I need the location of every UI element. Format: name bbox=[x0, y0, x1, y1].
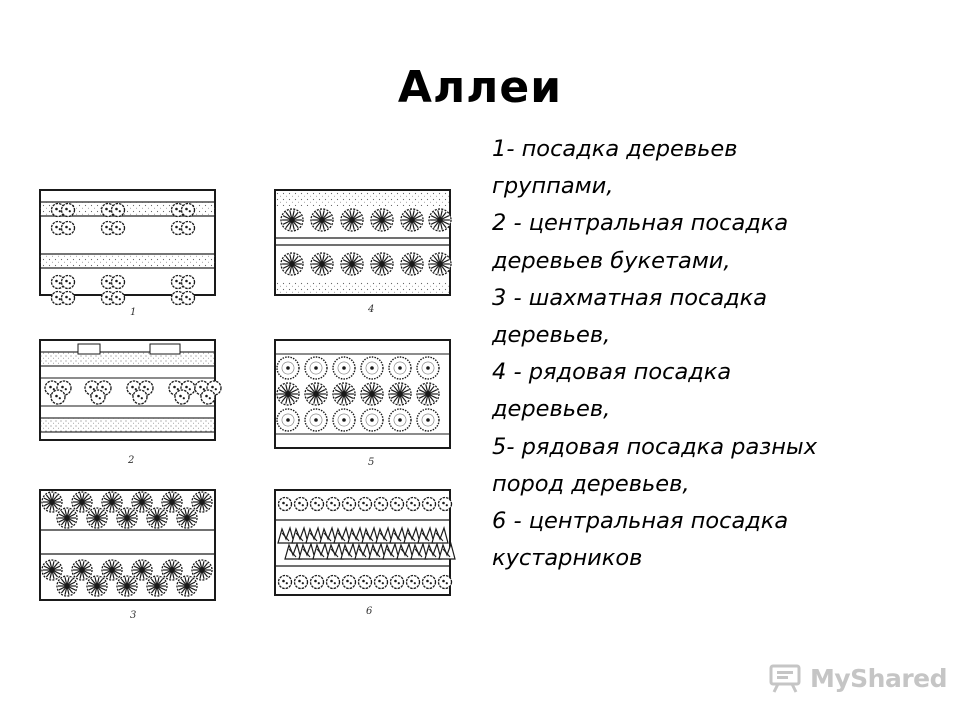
legend-line: 6 - центральная посадка bbox=[492, 508, 789, 535]
tree-symbol bbox=[102, 492, 122, 512]
tree-symbol bbox=[327, 576, 340, 589]
tree-symbol bbox=[182, 292, 195, 305]
diagram-3 bbox=[40, 490, 215, 621]
diagram-label: 3 bbox=[130, 610, 137, 621]
tree-symbol bbox=[311, 498, 324, 511]
tree-symbol bbox=[87, 508, 107, 528]
legend-line: деревьев букетами, bbox=[492, 247, 731, 274]
tree-symbol bbox=[182, 222, 195, 235]
legend-line: 1- посадка деревьев bbox=[492, 136, 738, 162]
tree-symbol bbox=[192, 560, 212, 580]
tree-symbol bbox=[343, 576, 356, 589]
tree-symbol bbox=[112, 292, 125, 305]
tree-symbol bbox=[177, 576, 197, 596]
tree-symbol bbox=[391, 576, 404, 589]
tree-symbol bbox=[277, 383, 299, 405]
tree-symbol bbox=[42, 492, 62, 512]
tree-symbol bbox=[439, 576, 452, 589]
tree-symbol bbox=[305, 409, 327, 431]
tree-symbol bbox=[281, 253, 303, 275]
tree-symbol bbox=[192, 492, 212, 512]
diagram-label: 2 bbox=[128, 455, 135, 466]
tree-symbol bbox=[361, 409, 383, 431]
tree-symbol bbox=[175, 390, 189, 404]
tree-symbol bbox=[201, 390, 215, 404]
tree-symbol bbox=[57, 508, 77, 528]
tree-symbol bbox=[112, 204, 125, 217]
tree-symbol bbox=[162, 560, 182, 580]
tree-symbol bbox=[57, 576, 77, 596]
tree-symbol bbox=[371, 209, 393, 231]
tree-symbol bbox=[375, 498, 388, 511]
tree-symbol bbox=[62, 222, 75, 235]
tree-symbol bbox=[62, 292, 75, 305]
tree-symbol bbox=[333, 383, 355, 405]
tree-symbol bbox=[281, 209, 303, 231]
tree-symbol bbox=[341, 209, 363, 231]
tree-symbol bbox=[62, 204, 75, 217]
tree-symbol bbox=[333, 409, 355, 431]
tree-symbol bbox=[343, 498, 356, 511]
tree-symbol bbox=[51, 390, 65, 404]
tree-symbol bbox=[147, 508, 167, 528]
tree-symbol bbox=[62, 276, 75, 289]
legend-line: 4 - рядовая посадка bbox=[492, 359, 732, 386]
tree-symbol bbox=[423, 576, 436, 589]
tree-symbol bbox=[417, 383, 439, 405]
tree-symbol bbox=[42, 560, 62, 580]
tree-symbol bbox=[359, 498, 372, 511]
tree-symbol bbox=[361, 357, 383, 379]
tree-symbol bbox=[162, 492, 182, 512]
legend bbox=[492, 131, 952, 577]
tree-symbol bbox=[361, 383, 383, 405]
tree-symbol bbox=[132, 560, 152, 580]
tree-symbol bbox=[359, 576, 372, 589]
diagram-2 bbox=[40, 340, 221, 466]
tree-symbol bbox=[305, 357, 327, 379]
legend-line: деревьев, bbox=[492, 322, 611, 349]
legend-line: деревьев, bbox=[492, 396, 611, 423]
legend-line: 5- рядовая посадка разных bbox=[492, 433, 818, 460]
tree-symbol bbox=[333, 357, 355, 379]
tree-symbol bbox=[417, 357, 439, 379]
tree-symbol bbox=[91, 390, 105, 404]
tree-symbol bbox=[133, 390, 147, 404]
tree-symbol bbox=[439, 498, 452, 511]
legend-line: кустарников bbox=[492, 545, 643, 572]
diagram-5 bbox=[275, 340, 450, 468]
tree-symbol bbox=[375, 576, 388, 589]
tree-symbol bbox=[277, 357, 299, 379]
diagram-label: 4 bbox=[368, 304, 375, 315]
legend-line: 3 - шахматная посадка bbox=[492, 284, 768, 311]
tree-symbol bbox=[72, 492, 92, 512]
tree-symbol bbox=[147, 576, 167, 596]
tree-symbol bbox=[279, 498, 292, 511]
diagram-label: 6 bbox=[366, 606, 373, 617]
alley-diagrams bbox=[30, 180, 470, 630]
tree-symbol bbox=[182, 204, 195, 217]
tree-symbol bbox=[389, 357, 411, 379]
diagram-label: 1 bbox=[130, 307, 137, 318]
tree-symbol bbox=[423, 498, 436, 511]
legend-line: пород деревьев, bbox=[492, 470, 690, 497]
diagram-4 bbox=[275, 190, 451, 315]
tree-symbol bbox=[371, 253, 393, 275]
tree-symbol bbox=[112, 222, 125, 235]
tree-symbol bbox=[117, 576, 137, 596]
tree-symbol bbox=[391, 498, 404, 511]
tree-symbol bbox=[311, 576, 324, 589]
tree-symbol bbox=[401, 209, 423, 231]
watermark bbox=[768, 660, 947, 696]
tree-symbol bbox=[429, 209, 451, 231]
tree-symbol bbox=[87, 576, 107, 596]
diagram-1 bbox=[40, 190, 215, 318]
presentation-board-icon bbox=[768, 663, 802, 693]
tree-symbol bbox=[341, 253, 363, 275]
tree-symbol bbox=[102, 560, 122, 580]
tree-symbol bbox=[295, 576, 308, 589]
tree-symbol bbox=[429, 253, 451, 275]
diagram-6 bbox=[275, 490, 455, 617]
legend-line: группами, bbox=[492, 173, 614, 200]
diagram-label: 5 bbox=[368, 457, 375, 468]
tree-symbol bbox=[417, 409, 439, 431]
slide-title: Аллеи bbox=[397, 62, 563, 113]
tree-symbol bbox=[277, 409, 299, 431]
tree-symbol bbox=[327, 498, 340, 511]
legend-line: 2 - центральная посадка bbox=[492, 210, 789, 237]
tree-symbol bbox=[305, 383, 327, 405]
tree-symbol bbox=[177, 508, 197, 528]
tree-symbol bbox=[72, 560, 92, 580]
tree-symbol bbox=[279, 576, 292, 589]
tree-symbol bbox=[407, 576, 420, 589]
tree-symbol bbox=[182, 276, 195, 289]
tree-symbol bbox=[132, 492, 152, 512]
tree-symbol bbox=[112, 276, 125, 289]
tree-symbol bbox=[311, 209, 333, 231]
tree-symbol bbox=[117, 508, 137, 528]
tree-symbol bbox=[407, 498, 420, 511]
tree-symbol bbox=[389, 409, 411, 431]
tree-symbol bbox=[401, 253, 423, 275]
tree-symbol bbox=[295, 498, 308, 511]
tree-symbol bbox=[389, 383, 411, 405]
watermark-text: MyShared bbox=[810, 663, 948, 693]
tree-symbol bbox=[311, 253, 333, 275]
